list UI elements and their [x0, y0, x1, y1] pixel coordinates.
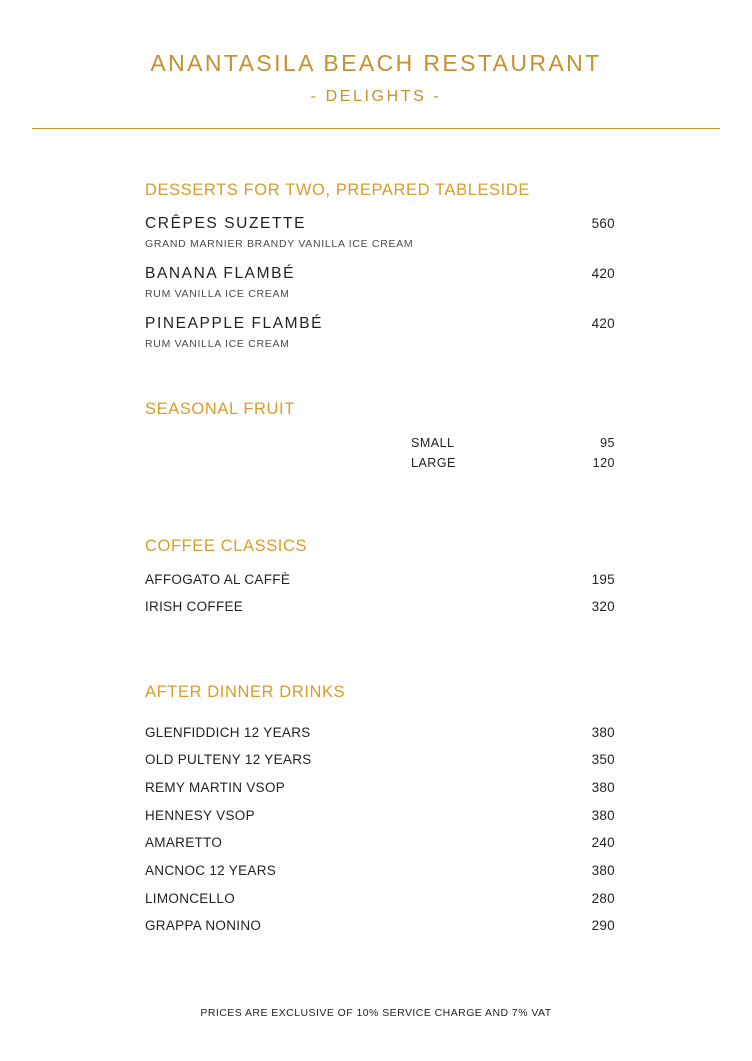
menu-item-price: 420 — [591, 315, 615, 331]
menu-row — [145, 912, 615, 940]
menu-row — [145, 885, 615, 913]
menu-item-name: GRAPPA NONINO — [145, 918, 262, 934]
menu-item-price: 420 — [591, 265, 615, 281]
size-row — [145, 433, 615, 453]
menu-item-name: OLD PULTENY 12 YEARS — [145, 752, 312, 768]
menu-item-price: 380 — [591, 862, 615, 878]
menu-item-name: LIMONCELLO — [145, 890, 236, 906]
menu-item-description: GRAND MARNIER BRANDY VANILLA ICE CREAM — [145, 237, 414, 250]
after-dinner-drinks-list — [145, 719, 615, 940]
menu-item-price: 380 — [591, 724, 615, 740]
menu-row — [145, 829, 615, 857]
menu-row — [145, 774, 615, 802]
menu-content — [145, 181, 615, 940]
menu-subtitle: - DELIGHTS - — [310, 87, 442, 105]
menu-row — [145, 719, 615, 747]
menu-row — [145, 593, 615, 620]
size-price: 120 — [592, 455, 615, 470]
seasonal-fruit-sizes — [145, 433, 615, 473]
header-divider — [32, 128, 720, 129]
menu-row — [145, 566, 615, 593]
menu-item-name: AMARETTO — [145, 835, 223, 851]
size-price: 95 — [600, 435, 615, 450]
menu-item — [145, 315, 615, 350]
menu-item-name: HENNESY VSOP — [145, 807, 255, 823]
menu-item-name: IRISH COFFEE — [145, 598, 244, 614]
menu-header — [0, 0, 752, 129]
menu-row — [145, 802, 615, 830]
section-title-seasonal-fruit: SEASONAL FRUIT — [145, 399, 295, 418]
menu-item-price: 240 — [591, 835, 615, 851]
menu-item-name: ANCNOC 12 YEARS — [145, 862, 277, 878]
menu-item-price: 195 — [591, 571, 615, 587]
menu-item — [145, 265, 615, 300]
section-title-desserts: DESSERTS FOR TWO, PREPARED TABLESIDE — [145, 180, 530, 199]
menu-row — [145, 857, 615, 885]
menu-item-price: 380 — [591, 807, 615, 823]
menu-item — [145, 215, 615, 250]
size-label: LARGE — [411, 455, 456, 470]
restaurant-title: ANANTASILA BEACH RESTAURANT — [150, 50, 602, 76]
menu-item-price: 290 — [591, 918, 615, 934]
menu-item-name: REMY MARTIN VSOP — [145, 779, 286, 795]
menu-row — [145, 746, 615, 774]
footer-note: PRICES ARE EXCLUSIVE OF 10% SERVICE CHARGE AND 7% VAT — [200, 1007, 552, 1019]
section-coffee-classics — [145, 537, 615, 620]
menu-item-price: 380 — [591, 779, 615, 795]
coffee-list — [145, 566, 615, 620]
section-title-after-dinner-drinks: AFTER DINNER DRINKS — [145, 682, 346, 701]
menu-item-name: BANANA FLAMBÉ — [145, 264, 296, 282]
section-after-dinner-drinks — [145, 683, 615, 940]
size-label: SMALL — [411, 435, 455, 450]
menu-item-description: RUM VANILLA ICE CREAM — [145, 287, 290, 300]
menu-item-description: RUM VANILLA ICE CREAM — [145, 337, 290, 350]
section-seasonal-fruit — [145, 400, 615, 473]
menu-item-price: 320 — [591, 598, 615, 614]
size-row — [145, 453, 615, 473]
menu-item-name: PINEAPPLE FLAMBÉ — [145, 314, 324, 332]
section-desserts — [145, 181, 615, 350]
menu-item-price: 280 — [591, 890, 615, 906]
menu-item-name: CRÊPES SUZETTE — [145, 214, 307, 232]
menu-item-price: 350 — [591, 752, 615, 768]
menu-item-name: AFFOGATO AL CAFFÈ — [145, 571, 291, 587]
section-title-coffee-classics: COFFEE CLASSICS — [145, 536, 308, 555]
menu-item-name: GLENFIDDICH 12 YEARS — [145, 724, 311, 740]
menu-item-price: 560 — [591, 215, 615, 231]
